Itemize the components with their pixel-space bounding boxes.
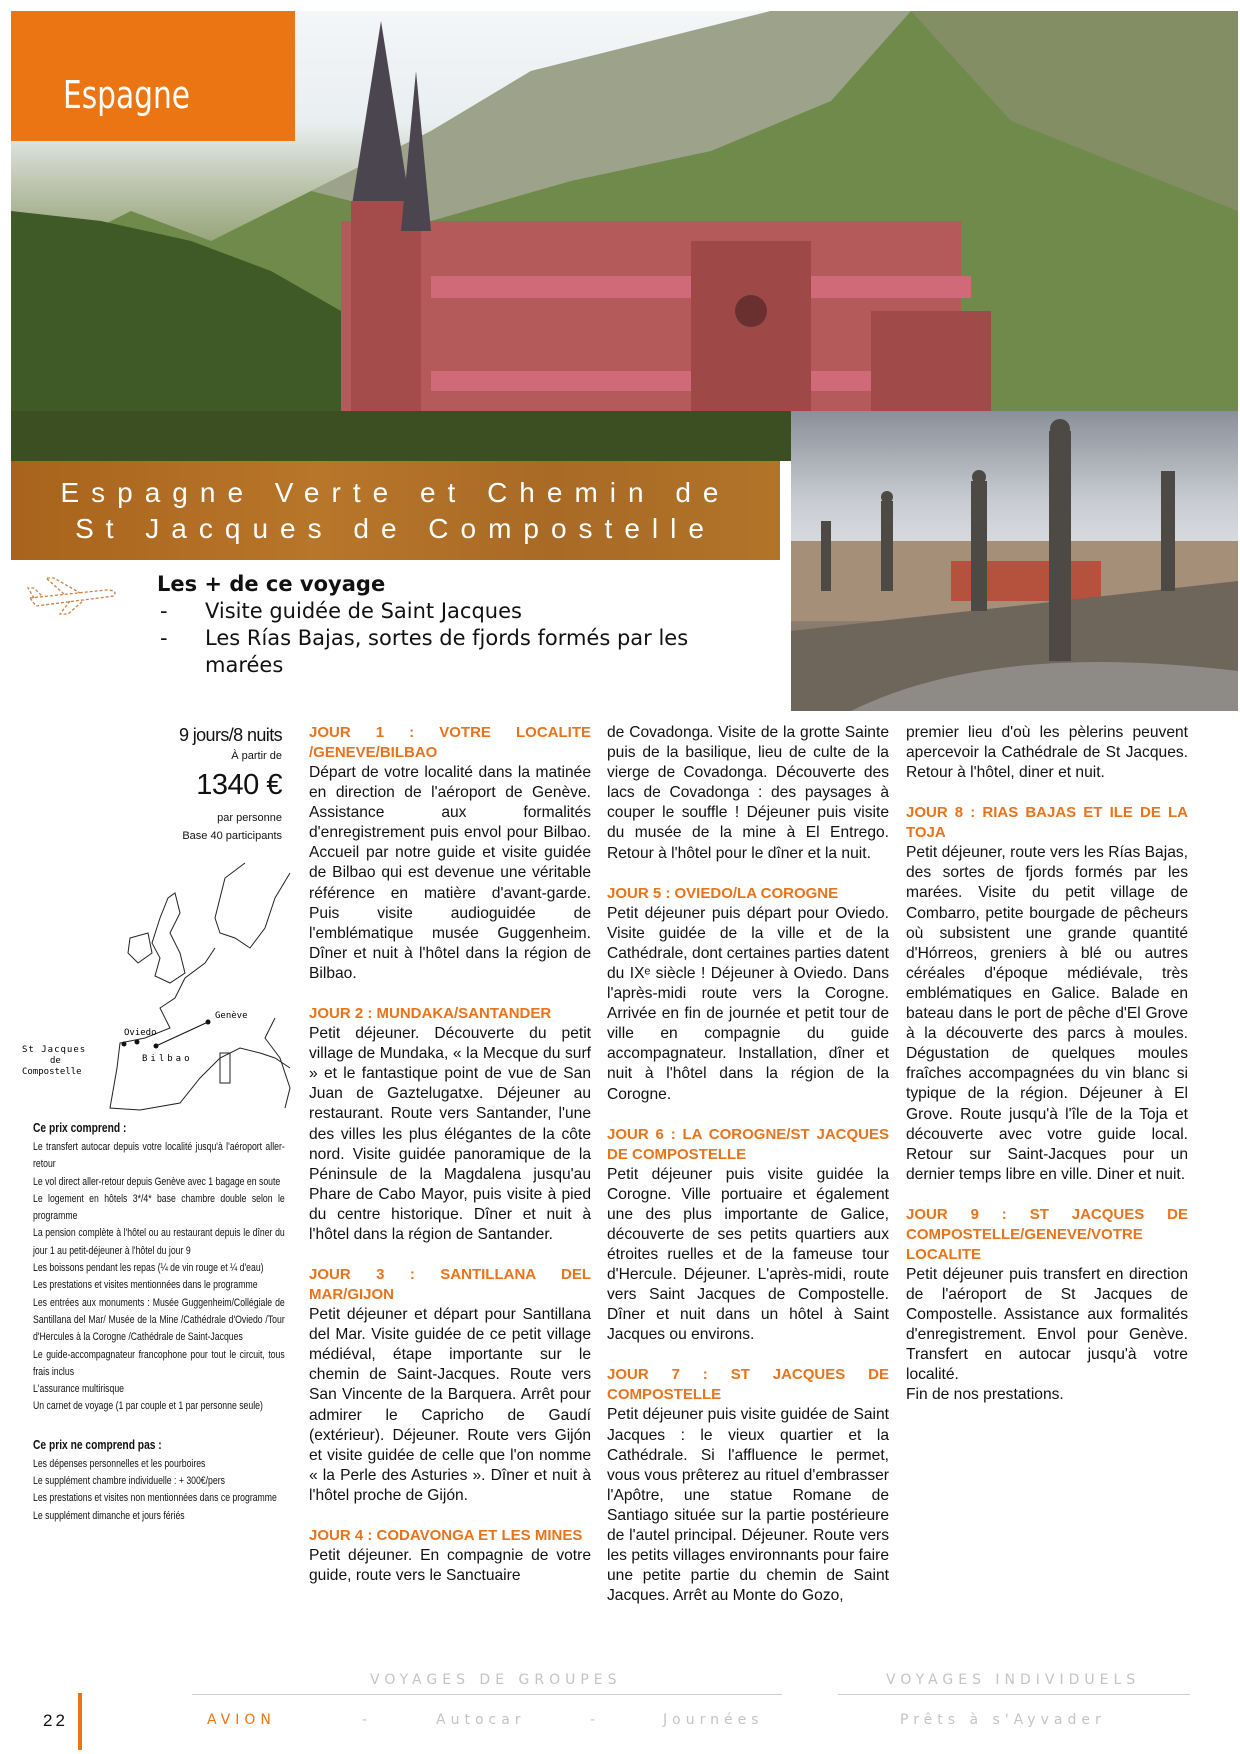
map-label-compostelle: Compostelle — [22, 1067, 82, 1077]
excludes-item: Les prestations et visites non mentionnées dans ce programme — [33, 1492, 277, 1505]
includes-item: Un carnet de voyage (1 par couple et 1 par personne seule) — [33, 1400, 263, 1413]
day-9-title: JOUR 9 : ST JACQUES DE COMPOSTELLE/GENEVE/VOTRE LOCALITE — [906, 1205, 1188, 1263]
day-6-title: JOUR 6 : LA COROGNE/ST JACQUES DE COMPOSTELLE — [607, 1125, 889, 1163]
day-6-text: Petit déjeuner puis visite guidée la Corogne. Ville portuaire et également une des plus importante de Galice, découverte de ses petits quartiers aux étroites ruelles et de la fameuse tour d'Hercule. Déjeuner. L'après-midi, route vers Saint Jacques de Compostelle. Dîner et nuit dans un hôtel à Saint Jacques ou environs. — [607, 1165, 889, 1344]
includes-item: Le transfert autocar depuis votre localité jusqu'à l'aéroport aller-retour — [33, 1141, 285, 1171]
map-label-oviedo: Oviedo — [124, 1028, 157, 1038]
santiago-rooftop-photo — [791, 411, 1238, 711]
country-name: Espagne — [63, 73, 190, 117]
map-label-st-jacques: St Jacques — [22, 1045, 87, 1055]
page-number: 22 — [43, 1711, 68, 1730]
trip-title-line-1: Espagne Verte et Chemin de — [60, 477, 731, 508]
country-label-box — [11, 11, 295, 141]
day-8-text: Petit déjeuner, route vers les Rías Bajas, des sortes de fjords formés par les marées. Visite du petit village de Combarro, petite bourgade de pêcheurs où subsistent une grande quantité d'Hórreos, greniers à blé ou autres céréales d'époque médiévale, très emblématiques en Galice. Balade en bateau dans le port de pêche d'El Grove à la découverte des parcs à moules. Dégustation de quelques moules fraîches accompagnées du vin blanc si typique de la région. Déjeuner à El Grove. Route jusqu'à l'île de la Toja et découverte avec votre guide local. Retour sur Saint-Jacques pour un dernier temps libre en ville. Diner et nuit. — [906, 844, 1188, 1183]
day-7-text: Petit déjeuner puis visite guidée de Saint Jacques : le vieux quartier et la Cathédrale. Si l'affluence le permet, vous vous prêterez au rituel d'embrasser l'Apôtre, une statue Romane de Santiago située sur la partie postérieure de l'autel principal. Déjeuner. Route vers les petits villages environnants pour faire une petite partie du chemin de Saint Jacques. Arrêt au Monte do Gozo, — [607, 1406, 889, 1605]
footer-groups-label: VOYAGES DE GROUPES — [370, 1672, 622, 1688]
footer-nav-journees[interactable]: Journées — [663, 1712, 764, 1728]
price-per-person: par personne — [217, 812, 282, 824]
map-label-de: de — [50, 1056, 61, 1066]
footer-divider — [192, 1694, 782, 1695]
map-ireland — [128, 933, 152, 963]
price-from-label: À partir de — [231, 750, 282, 762]
footer-individual-label: VOYAGES INDIVIDUELS — [886, 1672, 1141, 1688]
cathedral-roof-illustration — [791, 411, 1238, 711]
map-italy — [265, 1018, 290, 1108]
excludes-item: Le supplément dimanche et jours fériés — [33, 1509, 185, 1522]
footer-nav-separator: - — [362, 1712, 373, 1728]
day-1-title: JOUR 1 : VOTRE LOCALITE /GENEVE/BILBAO — [309, 724, 591, 761]
excludes-item: Les dépenses personnelles et les pourboires — [33, 1457, 206, 1470]
includes-item: Les boissons pendant les repas (¼ de vin rouge et ¼ d'eau) — [33, 1262, 264, 1275]
includes-item: Les prestations et visites mentionnées dans le programme — [33, 1279, 258, 1292]
footer-nav-separator: - — [590, 1712, 601, 1728]
price-conditions — [33, 1117, 285, 1525]
includes-item: L'assurance multirisque — [33, 1383, 124, 1396]
bullet-dash: - — [160, 599, 168, 623]
includes-item: La pension complète à l'hôtel ou au restaurant depuis le dîner du jour 1 au petit-déjeuner à l'hôtel du jour 9 — [33, 1227, 285, 1257]
day-4-text-cont: de Covadonga. Visite de la grotte Sainte puis de la basilique, lieu de culte de la vierge de Covadonga. Découverte des lacs de Covadonga : des paysages à couper le souffle ! Déjeuner puis visite du musée de la mine à El Entrego. Retour à l'hôtel pour le dîner et la nuit. — [607, 724, 889, 862]
footer-nav-avion[interactable]: AVION — [207, 1712, 276, 1728]
day-3-title: JOUR 3 : SANTILLANA DEL MAR/GIJON — [309, 1266, 591, 1304]
includes-item: Le logement en hôtels 3*/4* base chambre double selon le programme — [33, 1192, 285, 1223]
includes-item: Les entrées aux monuments : Musée Guggenheim/Collégiale de Santillana del Mar/ Musée de la Mine /Cathédrale d'Oviedo /Tour d'Hercules à la Corogne /Cathédrale de Saint-Jacques — [33, 1296, 285, 1344]
includes-heading: Ce prix comprend : — [33, 1121, 127, 1135]
itinerary-column-3 — [906, 723, 1188, 1426]
price-block — [120, 723, 282, 845]
day-9-end: Fin de nos prestations. — [906, 1386, 1064, 1404]
map-label-bilbao: Bilbao — [142, 1054, 193, 1064]
day-7-text-cont: premier lieu d'où les pèlerins peuvent apercevoir la Cathédrale de St Jacques. Retour à l'hôtel, diner et nuit. — [906, 724, 1188, 782]
includes-item: Le guide-accompagnateur francophone pour tout le circuit, tous frais inclus — [33, 1348, 285, 1378]
footer-nav-autocar[interactable]: Autocar — [436, 1712, 526, 1728]
bullet-dash: - — [160, 626, 168, 650]
footer-nav-prets-a-s-ayvader[interactable]: Prêts à s'Ayvader — [900, 1712, 1106, 1728]
map-britain — [152, 893, 185, 983]
day-8-title: JOUR 8 : RIAS BAJAS ET ILE DE LA TOJA — [906, 804, 1188, 842]
airplane-icon — [26, 574, 120, 616]
day-1-text: Départ de votre localité dans la matinée en direction de l'aéroport de Genève. Assistance aux formalités d'enregistrement puis envol pour Bilbao. Accueil par notre guide et visite guidée de Bilbao qui est devenue une véritable référence en matière d'avant-garde. Puis visite audioguidée de l'emblématique musée Guggenheim. Dîner et nuit à l'hôtel dans la région de Bilbao. — [309, 764, 591, 982]
trip-title-line-2: St Jacques de Compostelle — [75, 513, 716, 544]
trip-title-banner — [11, 461, 780, 560]
itinerary-column-1 — [309, 723, 591, 1606]
itinerary-column-2 — [607, 723, 889, 1626]
map-scandinavia — [215, 863, 290, 948]
trip-duration: 9 jours/8 nuits — [178, 725, 282, 745]
map-label-geneve: Genève — [215, 1011, 248, 1021]
highlight-text: Visite guidée de Saint Jacques — [205, 599, 522, 623]
excludes-heading: Ce prix ne comprend pas : — [33, 1437, 162, 1452]
day-5-text: Petit déjeuner puis départ pour Oviedo. Visite guidée de la ville et de la Cathédrale, dont certaines parties datent du IXᵉ siècle ! Déjeuner à Oviedo. Dans l'après-midi route vers la Corogne. Arrivée en fin de journée et petit tour de ville en compagnie du guide accompagnateur. Installation, dîner et nuit à l'hôtel dans la région de la Corogne. — [607, 904, 889, 1103]
includes-item: Le vol direct aller-retour depuis Genève avec 1 bagage en soute — [33, 1175, 281, 1188]
day-4-title: JOUR 4 : CODAVONGA ET LES MINES — [309, 1527, 583, 1544]
price-amount: 1340 € — [196, 769, 282, 801]
day-2-title: JOUR 2 : MUNDAKA/SANTANDER — [309, 1005, 552, 1023]
excludes-item: Le supplément chambre individuelle : + 300€/pers — [33, 1475, 225, 1488]
day-3-text: Petit déjeuner et départ pour Santillana del Mar. Visite guidée de ce petit village médiéval, étape importante sur le chemin de Saint-Jacques. Route vers San Vincente de la Barquera. Arrêt pour admirer le Capricho de Gaudí (extérieur). Déjeuner. Route vers Gijón et visite guidée de celle que l'on nomme « la Perle des Asturies ». Dîner et nuit à l'hôtel proche de Gijón. — [309, 1306, 591, 1504]
route-map — [20, 858, 295, 1113]
page-accent-bar — [78, 1693, 82, 1750]
day-2-text: Petit déjeuner. Découverte du petit village de Mundaka, « la Mecque du surf » et le fantastique point de vue de San Juan de Gaztelugatxe. Déjeuner au restaurant. Route vers Santander, l'une des villes les plus élégantes de la côte nord. Visite guidée panoramique de la Péninsule de la Magdalena jusqu'au Phare de Cabo Mayor, puis visite à pied du centre historique. Dîner et nuit à l'hôtel dans la région de Santander. — [309, 1025, 591, 1243]
footer-divider — [838, 1694, 1190, 1695]
day-7-title: JOUR 7 : ST JACQUES DE COMPOSTELLE — [607, 1366, 889, 1404]
day-4-text: Petit déjeuner. En compagnie de votre guide, route vers le Sanctuaire — [309, 1547, 591, 1585]
day-9-text: Petit déjeuner puis transfert en direction de l'aéroport de St Jacques de Compostelle. Assistance aux formalités d'enregistrement. Envol pour Genève. Transfert en autocar jusqu'à votre localité. — [906, 1265, 1188, 1384]
day-5-title: JOUR 5 : OVIEDO/LA COROGNE — [607, 884, 839, 902]
highlight-text: Les Rías Bajas, sortes de fjords formés par les marées — [205, 626, 689, 677]
highlights-heading: Les + de ce voyage — [157, 572, 386, 596]
price-base: Base 40 participants — [182, 830, 282, 842]
